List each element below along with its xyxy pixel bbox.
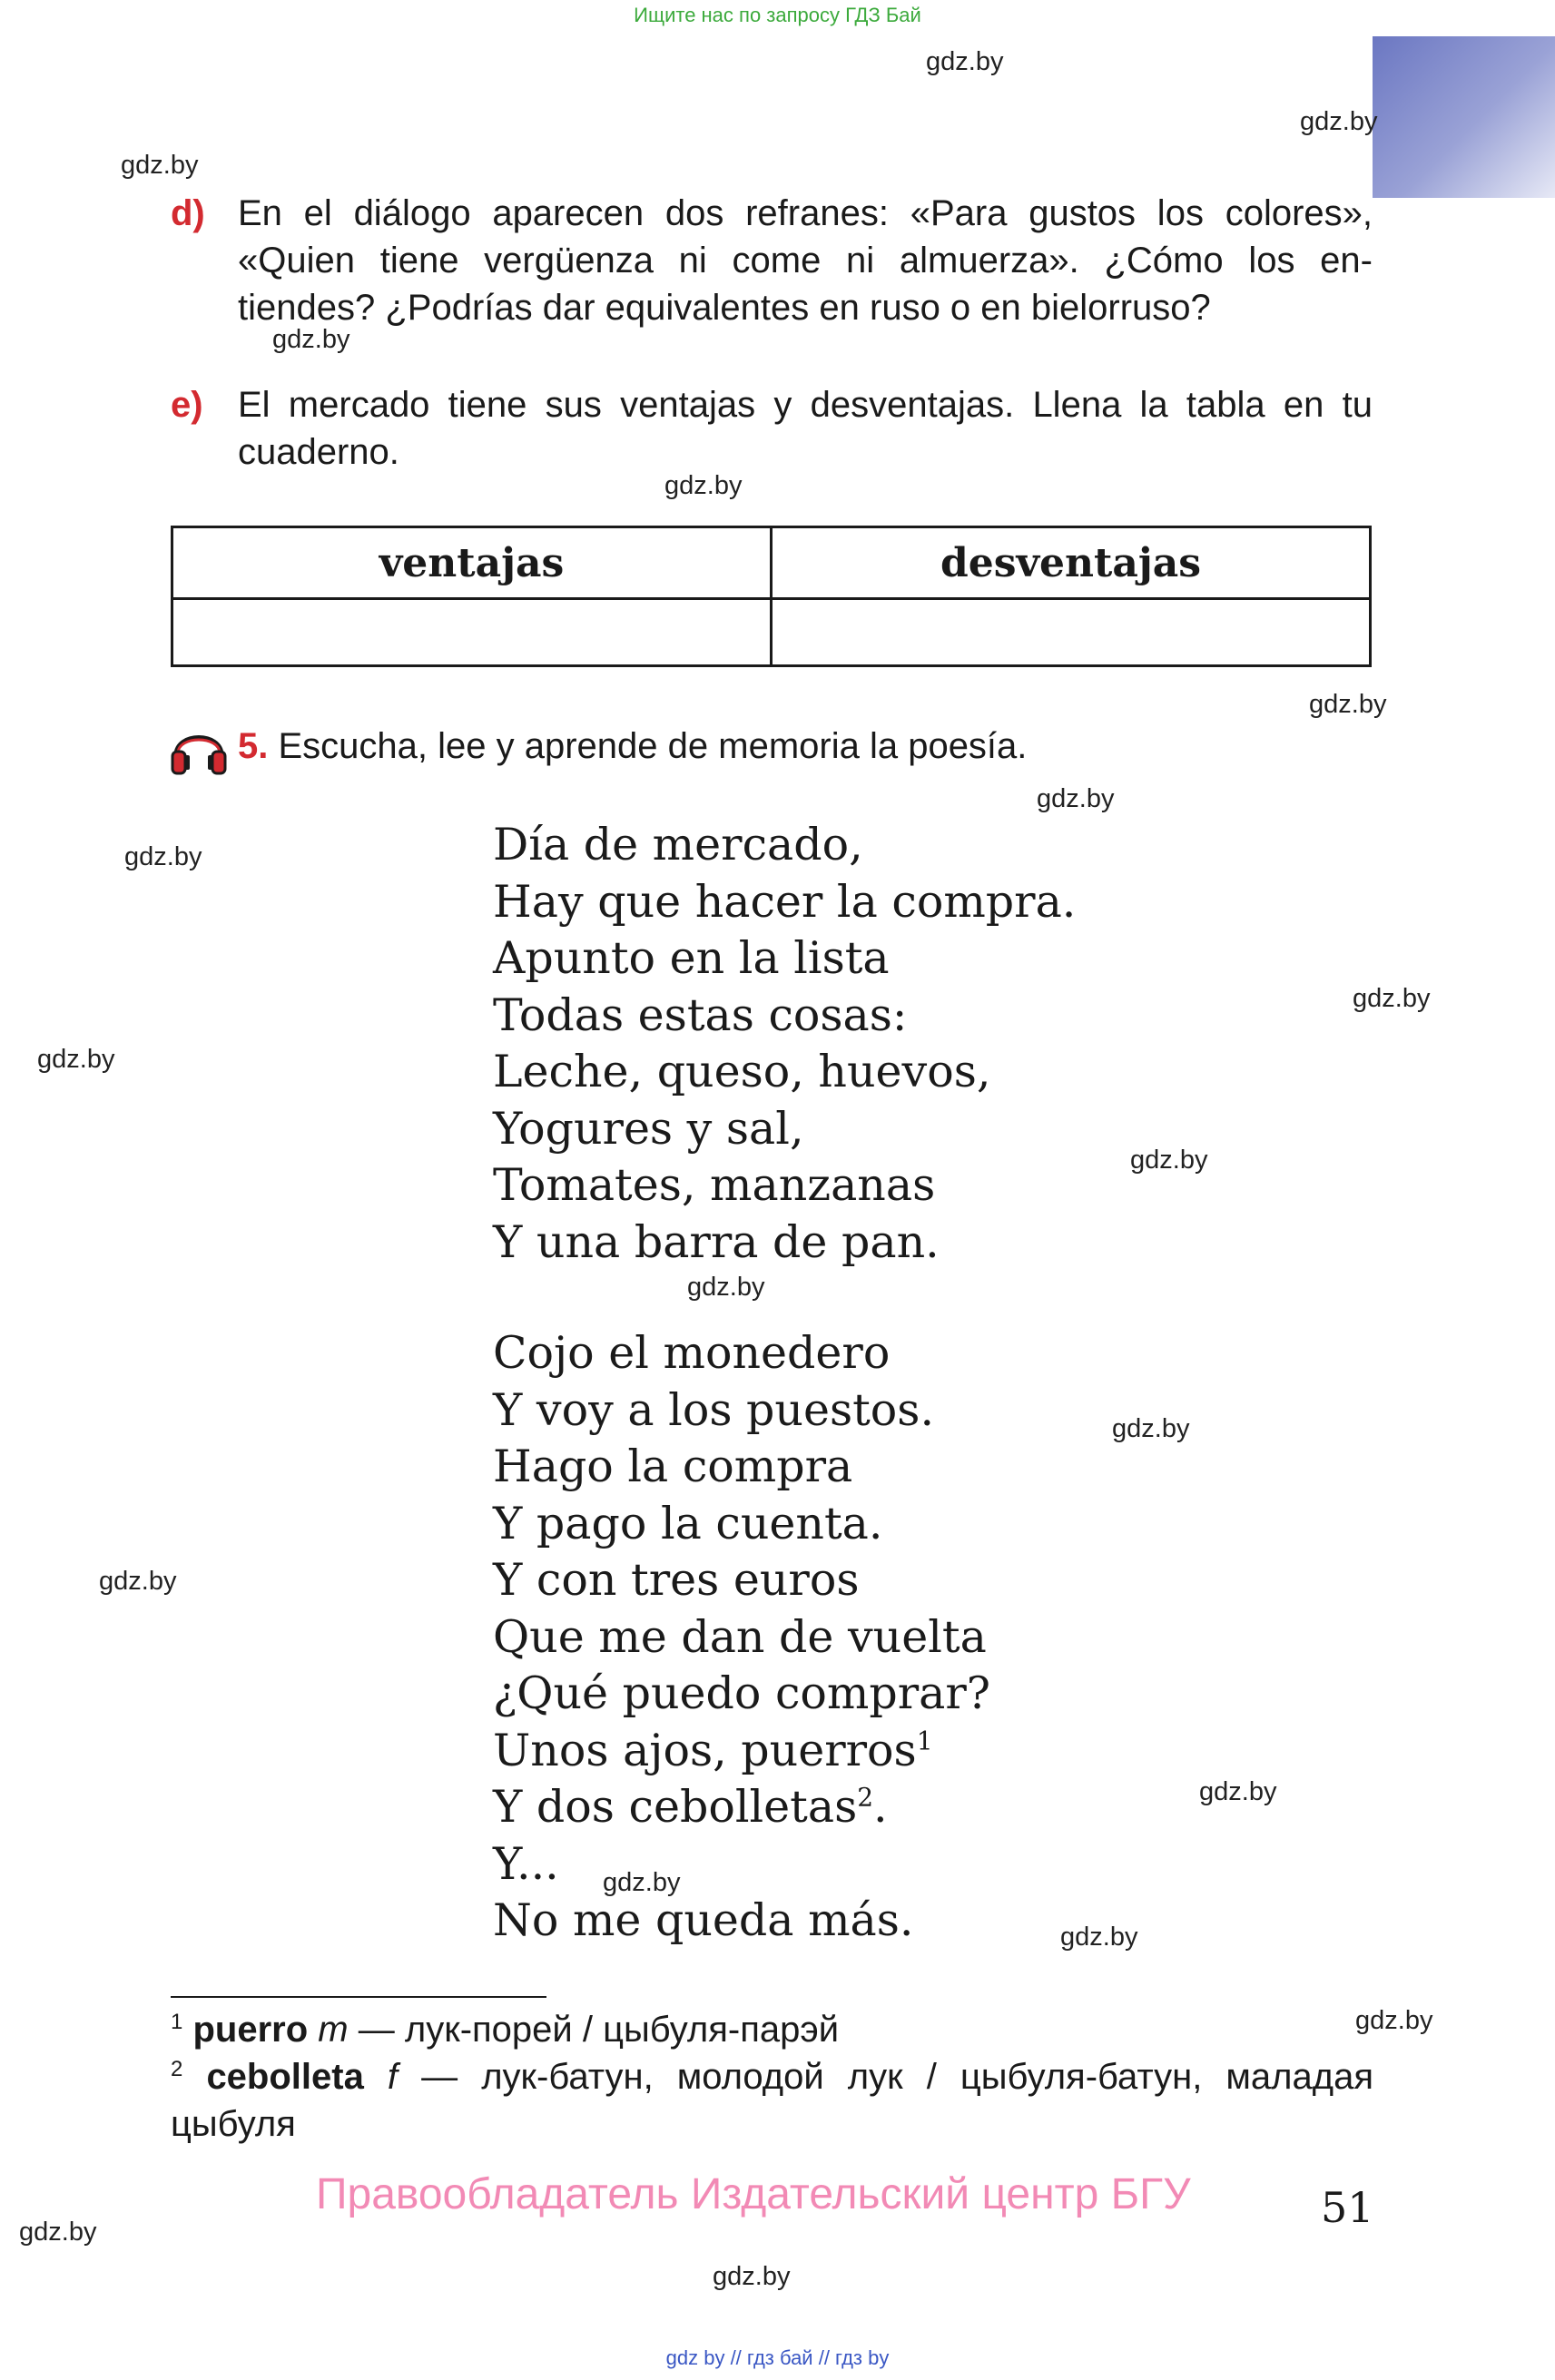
poem-line-text: Unos ajos, puerros [493,1724,917,1776]
task-e-line: El mercado tiene sus ventajas y desventajas. Llena la tabla en tu [238,385,1373,425]
poem-line: Y con tres euros [493,1554,860,1606]
poem-line: Yogures y sal, [493,1102,804,1155]
poem-line: Y una barra de pan. [493,1215,940,1268]
poem-line: Y... [493,1837,559,1890]
watermark: gdz.by [687,1273,765,1302]
poem-line: Que me dan de vuelta [493,1610,987,1663]
watermark: gdz.by [1112,1414,1190,1443]
bottom-links[interactable]: gdz by // гдз бай // гдз by [665,2346,890,2369]
task-e [171,381,203,428]
watermark: gdz.by [664,471,743,500]
watermark: gdz.by [1130,1146,1208,1175]
footnote-2 [171,2053,1373,2148]
watermark: gdz.by [121,151,199,180]
task-e-line: cuaderno. [238,432,399,472]
watermark: gdz.by [37,1045,115,1074]
task-d-line: «Quien tiene vergüenza ni come ni almuerza». ¿Cómo los en- [238,241,1373,280]
footnote-1 [171,2006,1373,2053]
exercise-5-instruction [238,726,1027,767]
poem-line: Hago la compra [493,1441,853,1492]
poem-line-end: . [873,1781,888,1833]
watermark: gdz.by [272,325,350,354]
table-cell [772,599,1371,666]
watermark: gdz.by [713,2262,791,2291]
task-d-text [238,190,1373,331]
watermark: gdz.by [603,1868,681,1897]
watermark: gdz.by [99,1567,177,1596]
task-d [171,190,205,237]
exercise-number: 5. [238,726,269,766]
watermark: gdz.by [124,842,202,871]
footnote-ref[interactable]: 2 [857,1782,874,1813]
watermark: gdz.by [1037,784,1115,813]
poem-line: Y voy a los puestos. [493,1383,935,1436]
pros-cons-table [171,526,1372,667]
watermark: gdz.by [1309,690,1387,719]
poem-stanza-2 [493,1325,990,1950]
watermark: gdz.by [1355,2006,1433,2035]
watermark: gdz.by [1300,107,1378,136]
task-d-line: En el diálogo aparecen dos refranes: «Para gustos los colores», [238,193,1373,233]
task-d-line: tiendes? ¿Podrías dar equivalentes en ruso o en bielorruso? [238,288,1211,328]
top-banner[interactable]: Ищите нас по запросу ГДЗ Бай [634,4,921,26]
task-e-letter: e) [171,385,203,425]
footnote-gender: m [318,2010,349,2050]
exercise-text: Escucha, lee y aprende de memoria la poesía. [278,726,1028,766]
poem-line-text: Y dos cebolletas [493,1781,858,1833]
watermark: gdz.by [1060,1923,1138,1952]
watermark: gdz.by [1353,984,1431,1013]
footnote-divider [171,1996,546,1998]
table-header-ventajas: ventajas [172,527,772,599]
page-number: 51 [1321,2183,1374,2232]
poem-line: Todas estas cosas: [493,988,908,1041]
copyright-notice: Правообладатель Издательский центр БГУ [316,2170,1191,2218]
footnote-number: 2 [171,2057,183,2081]
poem-line: Cojo el monedero [493,1327,891,1379]
poem-line: Hay que hacer la compra. [493,875,1077,928]
poem-line: Tomates, manzanas [493,1159,936,1211]
page-corner-tab [1373,36,1555,198]
task-d-letter: d) [171,193,205,233]
poem-line: No me queda más. [493,1894,914,1946]
footnote-word: puerro [192,2010,309,2050]
task-e-text [238,381,1373,476]
footnote-gender: f [387,2057,399,2097]
footnote-ref[interactable]: 1 [916,1726,933,1756]
table-cell [172,599,772,666]
table-header-desventajas: desventajas [772,527,1371,599]
poem-line: ¿Qué puedo comprar? [493,1667,991,1719]
footnote-word: cebolleta [206,2057,364,2097]
poem-line-puerros [493,1723,990,1780]
headphones-icon[interactable] [169,719,229,779]
poem-line: Día de mercado, [493,819,863,870]
footnote-definition: — лук-порей / цыбуля-парэй [348,2010,840,2050]
poem-stanza-1 [493,817,1076,1271]
poem-line: Leche, queso, huevos, [493,1046,991,1097]
watermark: gdz.by [926,47,1004,76]
poem-line-cebolletas [493,1779,990,1836]
poem-line: Apunto en la lista [493,932,890,984]
footnote-definition: — лук-батун, молодой лук / цыбуля-батун, маладая цыбуля [171,2057,1373,2144]
watermark: gdz.by [1199,1777,1277,1806]
footnote-number: 1 [171,2010,183,2034]
poem-line: Y pago la cuenta. [493,1497,883,1549]
watermark: gdz.by [19,2218,97,2247]
